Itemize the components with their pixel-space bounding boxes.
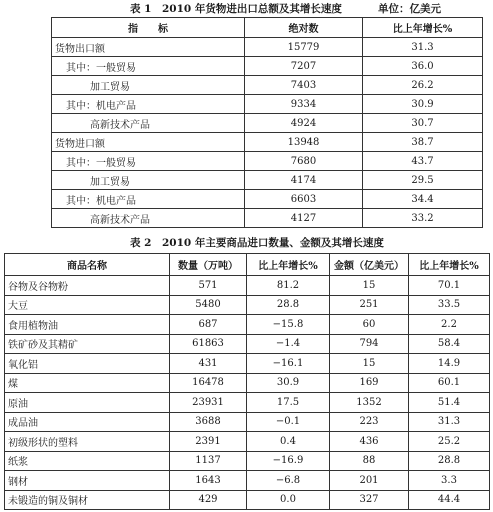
table-row	[5, 334, 490, 354]
amount-growth: 31.3	[409, 412, 490, 432]
quantity: 1137	[170, 451, 247, 471]
amount-growth: 28.8	[409, 451, 490, 471]
amount: 15	[330, 276, 409, 296]
row-label: 货物出口额	[52, 38, 245, 57]
quantity-growth: 0.4	[247, 432, 330, 452]
column-header-amount-growth: 比上年增长%	[409, 254, 490, 276]
quantity: 16478	[170, 373, 247, 393]
column-header-quantity-growth: 比上年增长%	[247, 254, 330, 276]
row-label: 其中：机电产品	[52, 190, 245, 209]
quantity: 23931	[170, 393, 247, 413]
row-growth: 43.7	[363, 152, 483, 171]
quantity-growth: −16.9	[247, 451, 330, 471]
amount-growth: 14.9	[409, 354, 490, 374]
amount: 794	[330, 334, 409, 354]
product-name: 成品油	[5, 412, 170, 432]
table-row	[52, 209, 483, 228]
amount: 15	[330, 354, 409, 374]
amount-growth: 51.4	[409, 393, 490, 413]
table-row	[52, 76, 483, 95]
column-header-product: 商品名称	[5, 254, 170, 276]
amount: 436	[330, 432, 409, 452]
row-growth: 31.3	[363, 38, 483, 57]
amount: 1352	[330, 393, 409, 413]
table-row	[52, 95, 483, 114]
quantity: 687	[170, 315, 247, 335]
row-value: 7403	[245, 76, 363, 95]
table-row	[52, 190, 483, 209]
amount-growth: 70.1	[409, 276, 490, 296]
row-value: 7207	[245, 57, 363, 76]
row-value: 4127	[245, 209, 363, 228]
quantity-growth: −15.8	[247, 315, 330, 335]
table-row	[52, 133, 483, 152]
amount-growth: 44.4	[409, 490, 490, 510]
product-name: 谷物及谷物粉	[5, 276, 170, 296]
table2	[4, 253, 490, 510]
column-header-indicator: 指 标	[52, 18, 245, 38]
amount: 251	[330, 295, 409, 315]
row-label: 其中：一般贸易	[52, 57, 245, 76]
quantity: 2391	[170, 432, 247, 452]
quantity: 3688	[170, 412, 247, 432]
amount: 201	[330, 471, 409, 491]
amount-growth: 60.1	[409, 373, 490, 393]
row-label: 加工贸易	[52, 76, 245, 95]
row-value: 4924	[245, 114, 363, 133]
row-label: 其中：一般贸易	[52, 152, 245, 171]
product-name: 原油	[5, 393, 170, 413]
product-name: 未锻造的铜及铜材	[5, 490, 170, 510]
product-name: 食用植物油	[5, 315, 170, 335]
amount: 60	[330, 315, 409, 335]
row-value: 13948	[245, 133, 363, 152]
amount: 88	[330, 451, 409, 471]
quantity: 571	[170, 276, 247, 296]
table1-unit: 单位：亿美元	[378, 3, 441, 15]
table-row	[5, 412, 490, 432]
product-name: 初级形状的塑料	[5, 432, 170, 452]
quantity-growth: −16.1	[247, 354, 330, 374]
amount-growth: 3.3	[409, 471, 490, 491]
product-name: 铁矿砂及其精矿	[5, 334, 170, 354]
row-label: 高新技术产品	[52, 209, 245, 228]
row-growth: 29.5	[363, 171, 483, 190]
table-row	[5, 490, 490, 510]
row-value: 6603	[245, 190, 363, 209]
amount-growth: 33.5	[409, 295, 490, 315]
row-growth: 36.0	[363, 57, 483, 76]
table-row	[5, 393, 490, 413]
amount: 223	[330, 412, 409, 432]
quantity-growth: 17.5	[247, 393, 330, 413]
row-growth: 30.7	[363, 114, 483, 133]
table-row	[5, 276, 490, 296]
column-header-quantity: 数量（万吨）	[170, 254, 247, 276]
quantity: 1643	[170, 471, 247, 491]
amount-growth: 2.2	[409, 315, 490, 335]
product-name: 大豆	[5, 295, 170, 315]
table-row	[5, 471, 490, 491]
row-growth: 26.2	[363, 76, 483, 95]
table2-caption: 表 2 2010 年主要商品进口数量、金额及其增长速度	[130, 237, 384, 249]
table1	[51, 17, 483, 228]
product-name: 钢材	[5, 471, 170, 491]
product-name: 煤	[5, 373, 170, 393]
row-label: 加工贸易	[52, 171, 245, 190]
row-growth: 34.4	[363, 190, 483, 209]
table-row	[5, 451, 490, 471]
table-row	[5, 432, 490, 452]
quantity-growth: 81.2	[247, 276, 330, 296]
table1-header-row	[52, 18, 483, 38]
amount-growth: 25.2	[409, 432, 490, 452]
column-header-amount: 金额（亿美元）	[330, 254, 409, 276]
quantity: 5480	[170, 295, 247, 315]
table-row	[5, 373, 490, 393]
row-value: 9334	[245, 95, 363, 114]
column-header-absolute: 绝对数	[245, 18, 363, 38]
quantity: 431	[170, 354, 247, 374]
quantity-growth: −1.4	[247, 334, 330, 354]
row-label: 其中：机电产品	[52, 95, 245, 114]
row-label: 货物进口额	[52, 133, 245, 152]
row-growth: 33.2	[363, 209, 483, 228]
table1-caption: 表 1 2010 年货物进出口总额及其增长速度	[130, 3, 342, 15]
quantity-growth: 0.0	[247, 490, 330, 510]
amount: 169	[330, 373, 409, 393]
amount-growth: 58.4	[409, 334, 490, 354]
quantity: 429	[170, 490, 247, 510]
quantity-growth: 30.9	[247, 373, 330, 393]
row-value: 15779	[245, 38, 363, 57]
table-row	[5, 354, 490, 374]
product-name: 纸浆	[5, 451, 170, 471]
table-row	[5, 315, 490, 335]
quantity-growth: −0.1	[247, 412, 330, 432]
quantity-growth: 28.8	[247, 295, 330, 315]
quantity-growth: −6.8	[247, 471, 330, 491]
column-header-growth: 比上年增长%	[363, 18, 483, 38]
quantity: 61863	[170, 334, 247, 354]
row-growth: 30.9	[363, 95, 483, 114]
table-row	[5, 295, 490, 315]
row-value: 4174	[245, 171, 363, 190]
product-name: 氧化铝	[5, 354, 170, 374]
table2-header-row	[5, 254, 490, 276]
table-row	[52, 38, 483, 57]
table-row	[52, 114, 483, 133]
row-growth: 38.7	[363, 133, 483, 152]
row-label: 高新技术产品	[52, 114, 245, 133]
table-row	[52, 171, 483, 190]
table-row	[52, 152, 483, 171]
table-row	[52, 57, 483, 76]
amount: 327	[330, 490, 409, 510]
row-value: 7680	[245, 152, 363, 171]
